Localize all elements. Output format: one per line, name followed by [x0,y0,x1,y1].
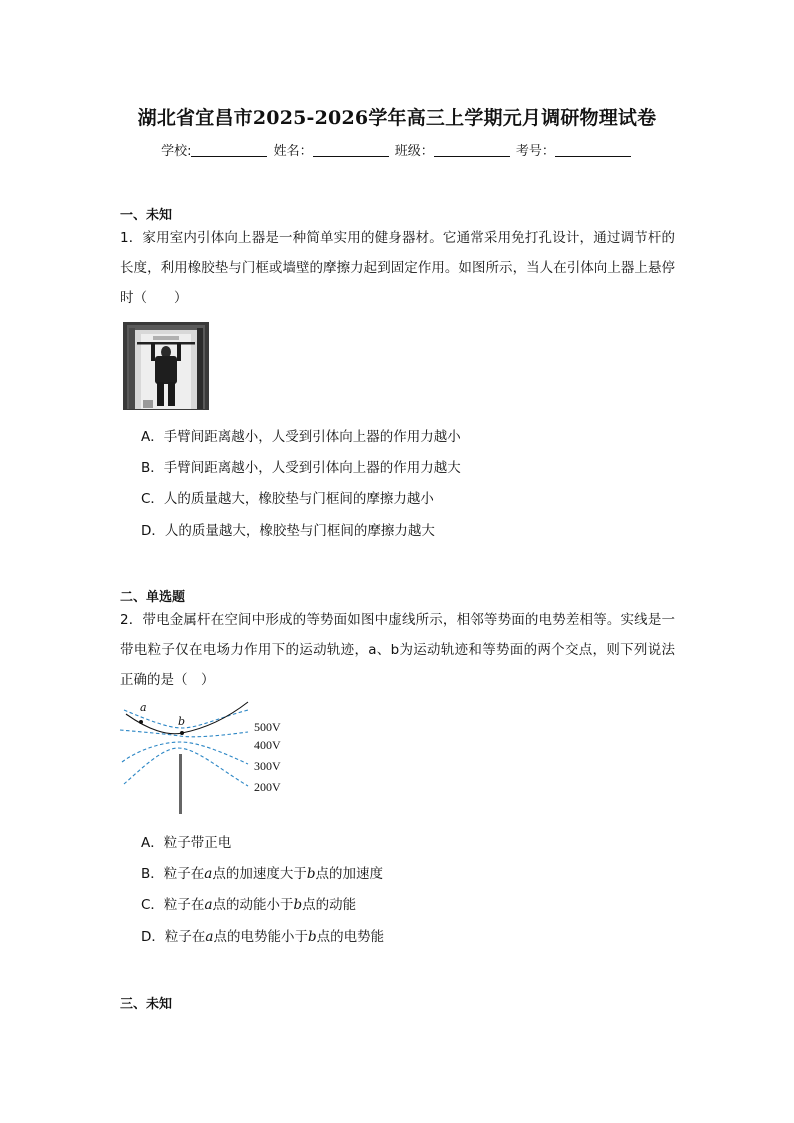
section-heading-2: 二、单选题 [120,590,186,605]
q2-option-d[interactable] [141,925,384,945]
exam-no-blank[interactable] [555,143,631,157]
q2-option-c-suffix: 点的动能 [302,897,357,913]
point-b-dot [180,731,184,735]
level-label-500v: 500V [254,720,281,734]
point-b-label: b [178,715,186,728]
q2-option-b-var2: b [306,866,316,882]
equipotential-300v [122,742,248,764]
q2-option-d-prefix: D．粒子在 [141,929,206,945]
level-label-400v: 400V [254,738,281,752]
school-label: 学校: [161,144,192,159]
section-heading-1: 一、未知 [120,208,173,223]
q2-option-b-mid: 点的加速度大于 [212,866,307,882]
q2-option-b-suffix: 点的加速度 [315,866,383,882]
q2-option-b-prefix: B．粒子在 [141,866,205,882]
pullup-photo [123,322,209,410]
q2-option-c-prefix: C．粒子在 [141,897,205,913]
point-a-label: a [140,701,147,714]
point-a-dot [139,720,143,724]
equipotential-400v [120,730,248,737]
name-blank[interactable] [313,143,389,157]
metal-rod [179,754,182,814]
q2-text: 2．带电金属杆在空间中形成的等势面如图中虚线所示，相邻等势面的电势差相等。实线是一带电粒子仅在电场力作用下的运动轨迹，a、b为运动轨迹和等势面的两个交点，则下列说法正确的是（ ） [120,612,675,688]
student-info-line [0,140,794,159]
q2-option-d-mid: 点的电势能小于 [213,929,308,945]
q2-option-c[interactable] [141,893,356,913]
q2-option-d-var1: a [205,929,214,945]
exam-no-label: 考号： [515,144,555,159]
q2-option-c-var1: a [204,897,213,913]
level-label-300v: 300V [254,759,281,773]
q2-option-c-mid: 点的动能小于 [212,897,294,913]
class-blank[interactable] [434,143,510,157]
question-1-text: 1．家用室内引体向上器是一种简单实用的健身器材。它通常采用免打孔设计，通过调节杆的长度，利用橡胶垫与门框或墙壁的摩擦力起到固定作用。如图所示，当人在引体向上器上悬停时（ ） [120,230,675,306]
q2-option-d-suffix: 点的电势能 [316,929,385,945]
q1-option-b[interactable]: B．手臂间距离越小，人受到引体向上器的作用力越大 [141,460,461,476]
question-2-text [120,605,675,695]
equipotential-200v [124,748,248,786]
section-heading-3: 三、未知 [120,997,173,1012]
equipotential-figure [118,700,318,820]
q2-option-c-var2: b [293,897,303,913]
q2-option-d-var2: b [307,929,317,945]
q2-option-b[interactable] [141,862,383,882]
class-label: 班级： [394,144,434,159]
q1-option-c[interactable]: C．人的质量越大，橡胶垫与门框间的摩擦力越小 [141,491,434,507]
q1-option-a[interactable]: A．手臂间距离越小，人受到引体向上器的作用力越小 [141,429,461,445]
school-blank[interactable] [191,143,267,157]
level-label-200v: 200V [254,780,281,794]
q1-option-d[interactable]: D．人的质量越大，橡胶垫与门框间的摩擦力越大 [141,523,435,539]
name-label: 姓名： [273,144,313,159]
exam-title: 湖北省宜昌市2025-2026学年高三上学期元月调研物理试卷 [137,107,657,129]
q2-option-a-text: A．粒子带正电 [141,835,232,851]
q2-option-b-var1: a [204,866,213,882]
q2-option-a[interactable] [141,831,231,851]
